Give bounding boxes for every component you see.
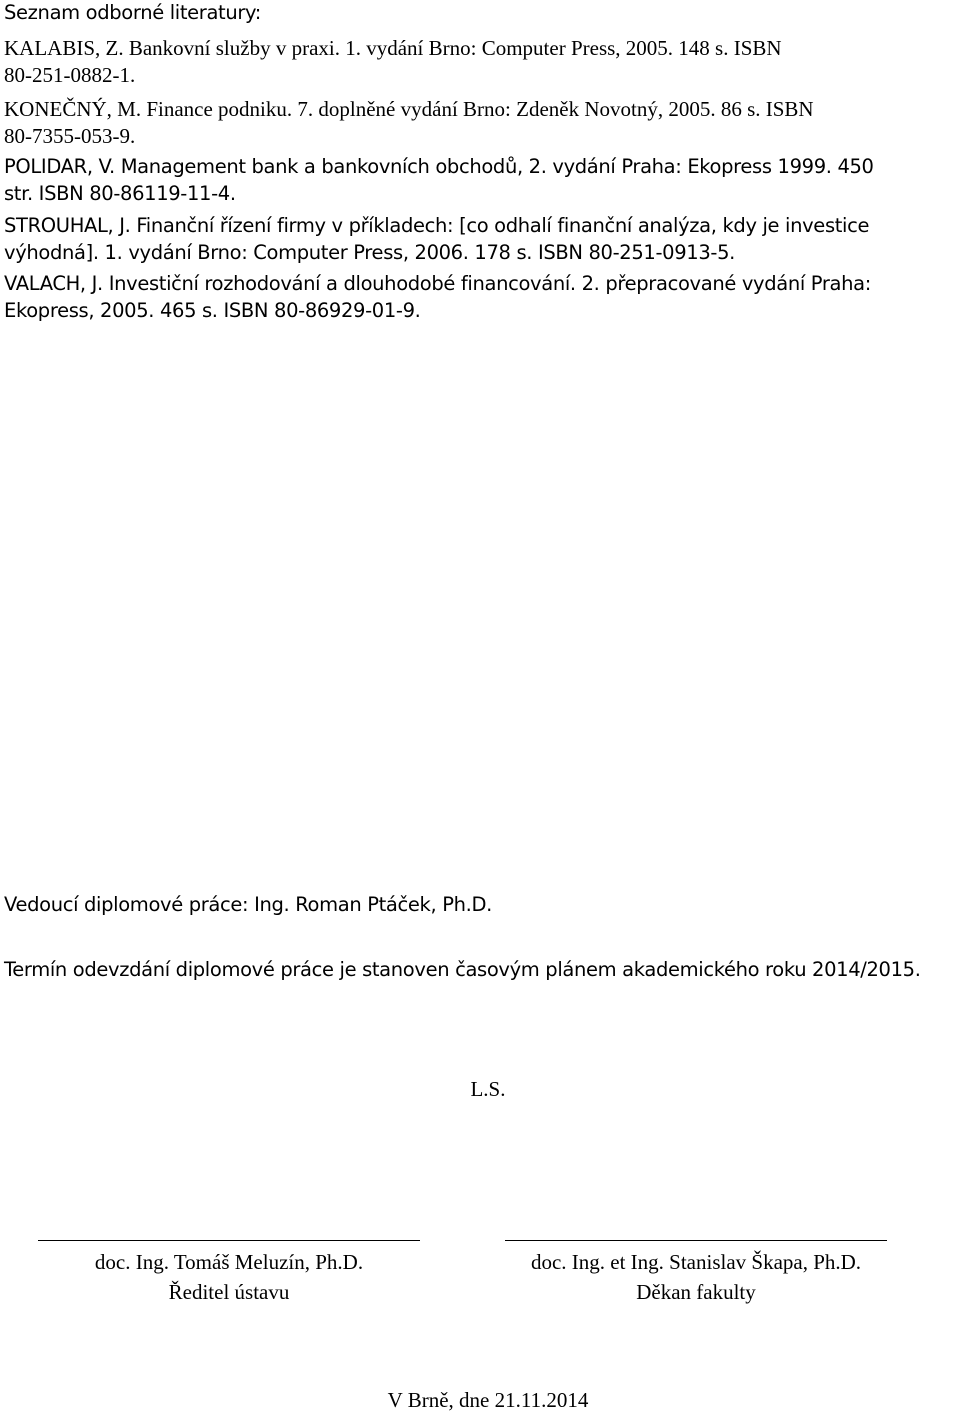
director-role: Ředitel ústavu xyxy=(168,1280,290,1304)
deadline-line: Termín odevzdání diplomové práce je stanoven časovým plánem akademického roku 2014/2015. xyxy=(4,958,921,981)
reference-polidar-line1: POLIDAR, V. Management bank a bankovních obchodů, 2. vydání Praha: Ekopress 1999. 450 xyxy=(4,155,874,178)
reference-valach-line1: VALACH, J. Investiční rozhodování a dlouhodobé financování. 2. přepracované vydání Praha: xyxy=(4,272,871,295)
reference-polidar-line2: str. ISBN 80-86119-11-4. xyxy=(4,182,236,205)
reference-konecny-line1: KONEČNÝ, M. Finance podniku. 7. doplněné vydání Brno: Zdeněk Novotný, 2005. 86 s. ISBN xyxy=(4,97,814,121)
signature-line-director xyxy=(38,1240,420,1241)
director-name: doc. Ing. Tomáš Meluzín, Ph.D. xyxy=(94,1250,364,1274)
reference-kalabis-line2: 80-251-0882-1. xyxy=(4,63,136,87)
signature-line-dean xyxy=(505,1240,887,1241)
reference-strouhal-line2: výhodná]. 1. vydání Brno: Computer Press, 2006. 178 s. ISBN 80-251-0913-5. xyxy=(4,241,735,264)
supervisor-line: Vedoucí diplomové práce: Ing. Roman Ptáček, Ph.D. xyxy=(4,893,492,916)
reference-kalabis-line1: KALABIS, Z. Bankovní služby v praxi. 1. vydání Brno: Computer Press, 2005. 148 s. ISBN xyxy=(4,36,782,60)
reference-strouhal-line1: STROUHAL, J. Finanční řízení firmy v příkladech: [co odhalí finanční analýza, kdy je investice xyxy=(4,214,870,237)
literature-heading: Seznam odborné literatury: xyxy=(4,1,262,24)
reference-konecny-line2: 80-7355-053-9. xyxy=(4,124,136,148)
place-date: V Brně, dne 21.11.2014 xyxy=(387,1388,589,1412)
reference-valach-line2: Ekopress, 2005. 465 s. ISBN 80-86929-01-9. xyxy=(4,299,421,322)
seal-mark: L.S. xyxy=(470,1077,506,1101)
dean-name: doc. Ing. et Ing. Stanislav Škapa, Ph.D. xyxy=(530,1250,862,1274)
dean-role: Děkan fakulty xyxy=(636,1280,756,1304)
